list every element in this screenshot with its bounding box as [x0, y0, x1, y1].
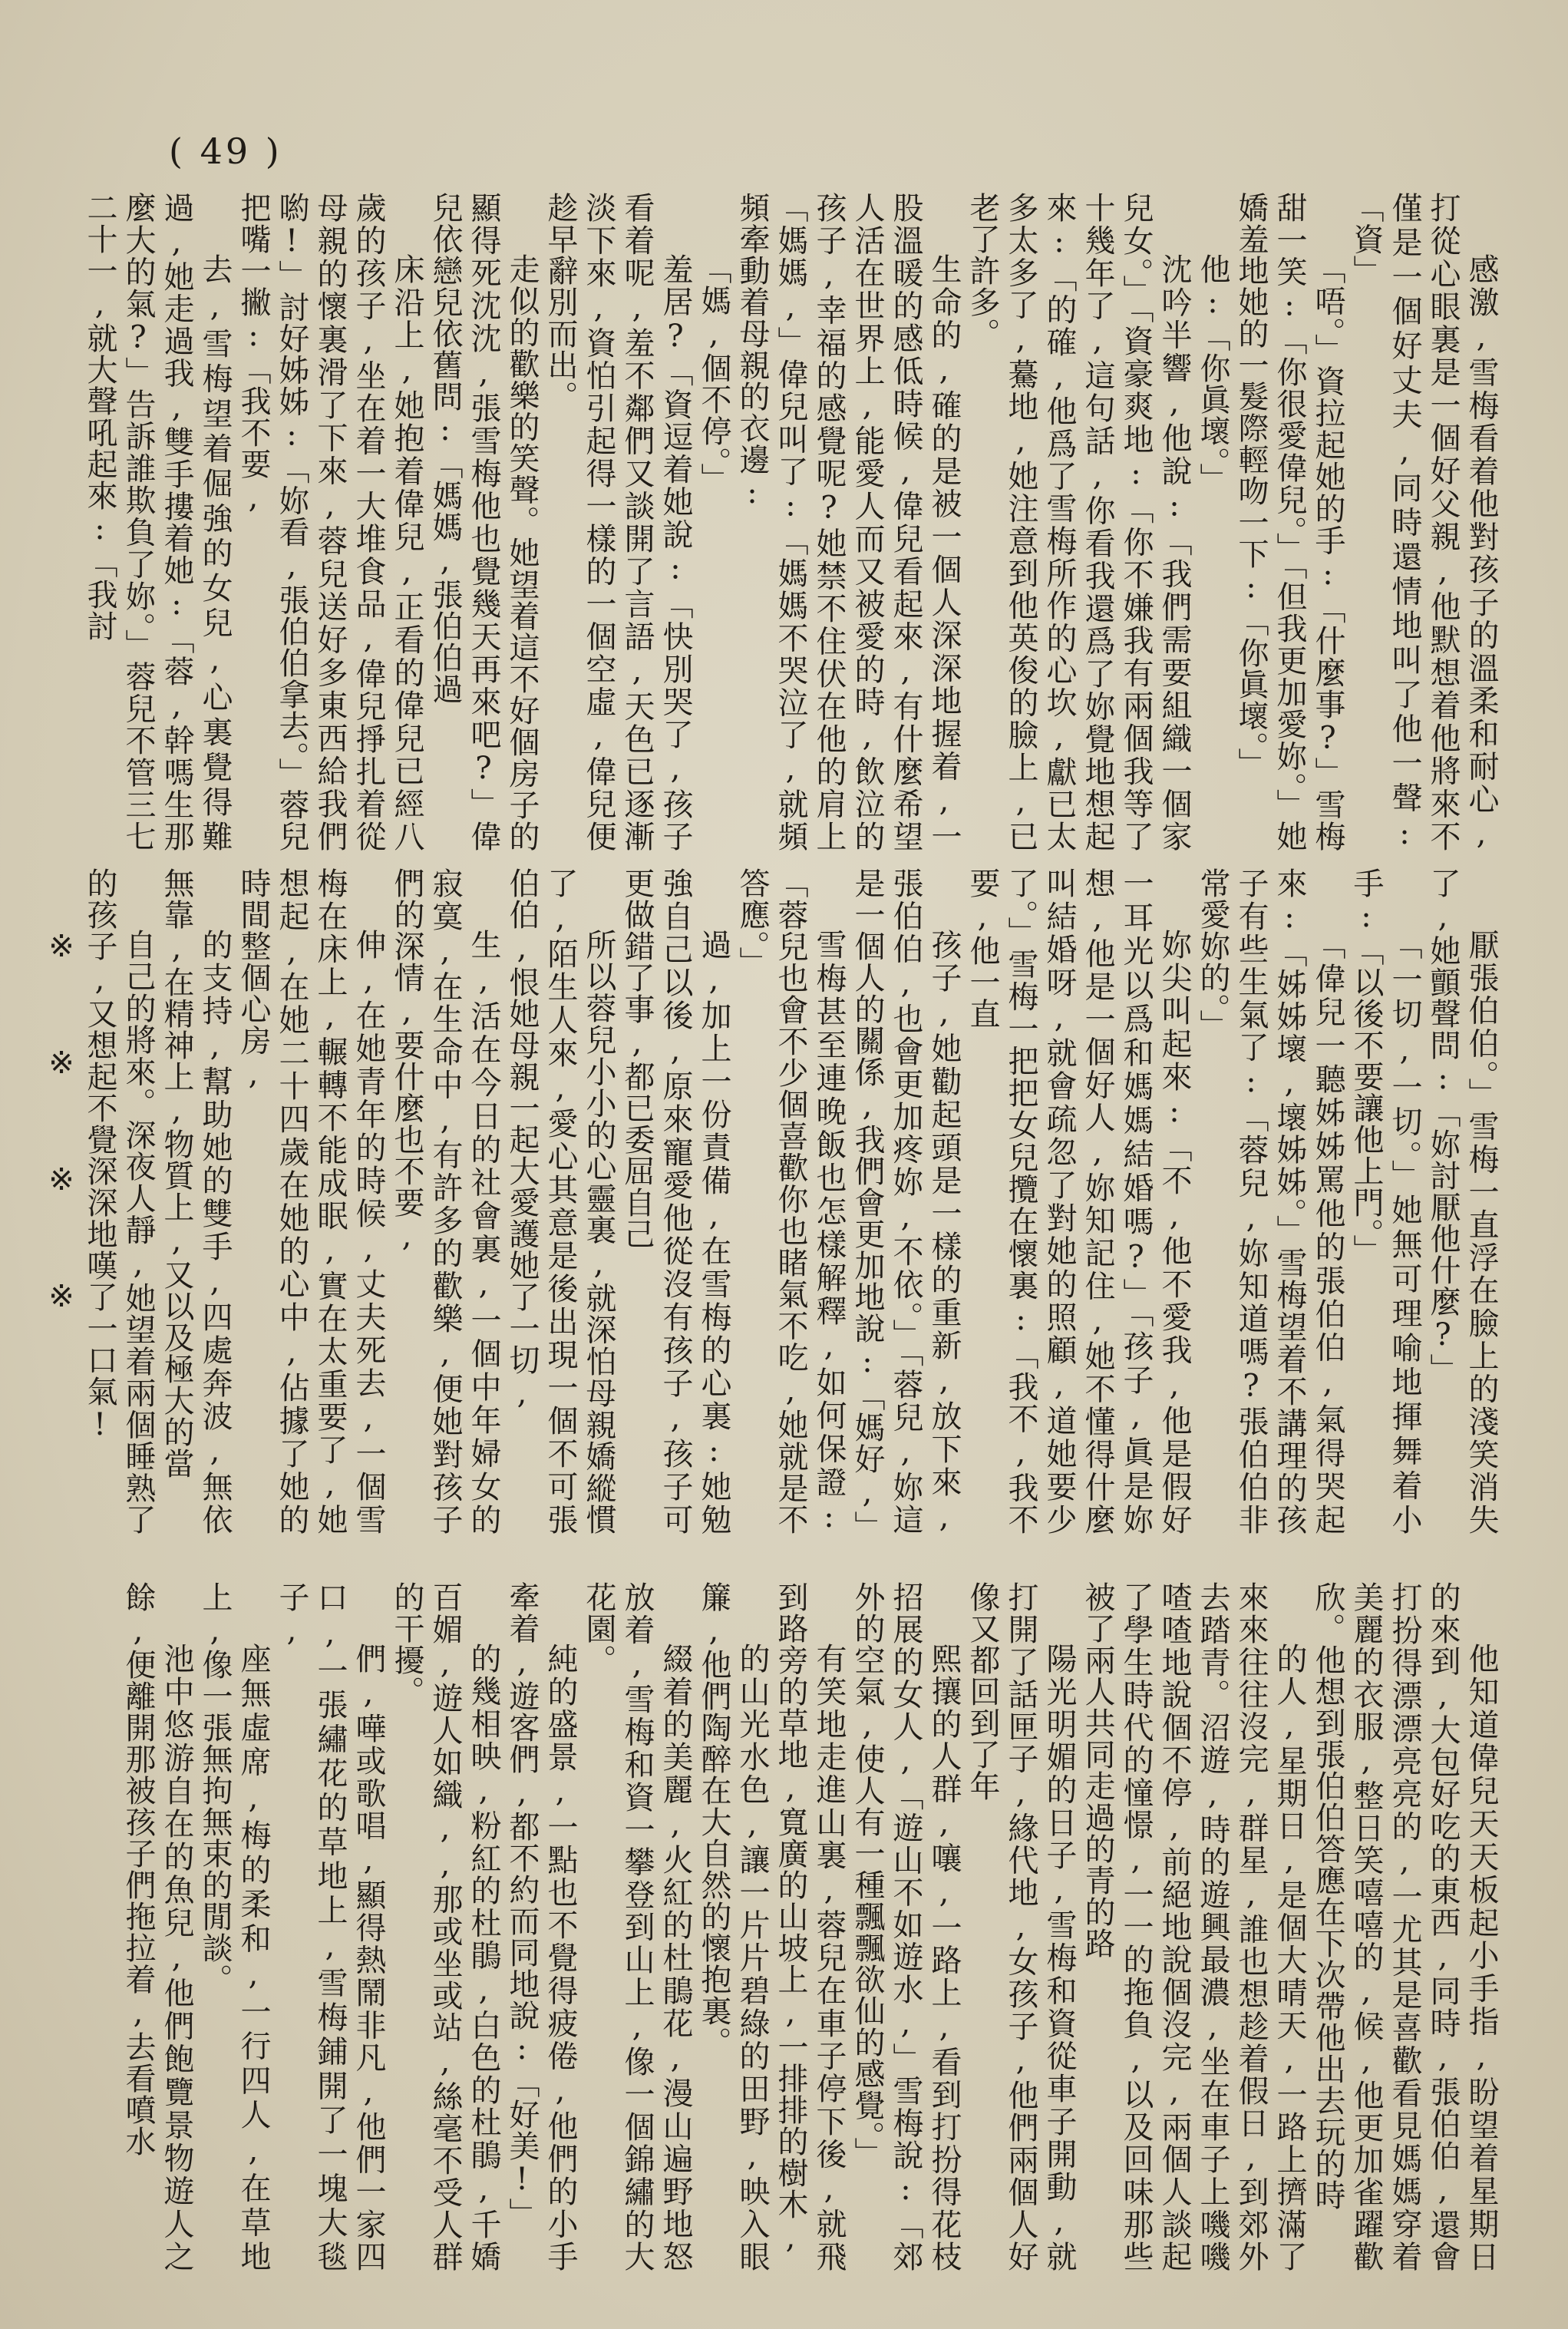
paragraph: 的人,星期日,是個大晴天,一路上擠滿了來來往往沒完,群星,誰也想趁着假日,到郊外去踏青。沼遊,時的遊興最濃,坐在車子上嘰嘰喳喳地說個不停,前絕地說個沒完,兩個人談起了學生時代的憧憬,一一的拖負,以及回味那些被了兩人共同走過的青的路 [1080, 1581, 1307, 2272]
paragraph: 座無虛席,梅的柔和,一行四人,在草地上,像一張無拘無束的閒談。 [197, 1581, 271, 2272]
paragraph: 去,雪梅望着倔強的女兒,心裏覺得難過,她走過我,雙手摟着她:「蓉,幹嗎生那麼大的氣?」告訴誰欺負了妳。」蓉兒不管三七二十一,就大聲吼起來:「我討 [82, 192, 233, 852]
paragraph: 生命的,確的是被一個人深深地握着,一股溫暖的感低時候,偉兒看起來,有什麼希望人活在世界上,能愛人而又被愛的時,飲泣的孩子,幸福的感覺呢?她禁不住伏在他的肩上「媽媽,」偉兒叫了:「媽媽不哭泣了,就頻頻牽動着母親的衣邊: [734, 192, 962, 852]
paragraph: 伸,在她青年的時候,丈夫死去,一個雪梅在床上,輾轉不能成眠,實在太重要了,她想起,在她二十四歲在她的心中,佔據了她的時間整個心房, [236, 867, 386, 1535]
paragraph: 陽光明媚的日子,雪梅和資從車子開動,就打開了話匣子,緣代地,女孩子,他們兩個人好像又都回到了年 [965, 1581, 1077, 2272]
paragraph: 過,加上一份責備,在雪梅的心裏:她勉強自己以後,原來寵愛他從沒有孩子,孩子可更做錯了事,都已委屈自己 [619, 867, 731, 1535]
paragraph: 熙攘的人群,嚷,一路上,看到打扮得花枝招展的女人,「遊山不如遊水,」雪梅說:「郊外的空氣,使人有一種飄飄欲仙的感覺。」 [850, 1581, 962, 2272]
bottom-text-block [120, 1581, 1500, 2273]
paragraph: 厭張伯伯。」雪梅一直浮在臉上的淺笑消失了,她顫聲問:「妳討厭他什麼?」 [1425, 867, 1499, 1535]
paragraph: 他知道偉兒天天板起小手指,盼望着星期日的來到,大包好吃的東西,同時,張伯伯,還會打扮得漂漂亮亮的,一尤其是喜歡看見媽媽穿着美麗的衣服,整日笑嘻嘻的,候,他更加雀躍歡欣。他想到張伯伯答應在下次帶他出去玩的時 [1310, 1581, 1499, 2272]
paragraph: 「唔。」資拉起她的手:「什麼事?」雪梅甜一笑:「你很愛偉兒。」「但我更加愛妳。」她嬌羞地她的一髮際輕吻一下:「你眞壞。」 [1233, 192, 1345, 852]
paragraph: 純的盛景,一點也不覺得疲倦,他們的小手牽着,遊客們,都不約而同地說:「好美!」 [504, 1581, 578, 2272]
paragraph: 「媽,個不停。」 [696, 253, 731, 494]
paragraph: 「一切,一切。」她無可理喻地揮舞着小手:「以後不要讓他上門。」 [1348, 867, 1422, 1535]
paragraph: 走似的歡樂的笑聲。她望着這不好個房子的顯得死沈沈,張雪梅他也覺幾天再來吧?」偉兒依戀兒依舊問:「媽媽,張伯伯過 [427, 192, 540, 852]
page-number: ( 49 ) [169, 130, 282, 172]
paragraph: 的山光水色,讓一片片碧綠的田野,映入眼簾,他們陶醉在大自然的懷抱裏。 [696, 1581, 770, 2272]
section-break-marks: ※ ※ ※ ※ [44, 929, 79, 1337]
paragraph: 生,活在今日的社會裏,一個中年婦女的寂寞,在生命中,有許多的歡樂,便她對孩子們的深情,要什麼也不要, [389, 867, 501, 1535]
paragraph: 的支持,幫助她的雙手,四處奔波,無依無靠,在精神上,物質上,又以及極大的當 [159, 867, 233, 1535]
paragraph: 床沿上,她抱着偉兒,正看的偉兒已經八歲的孩子,坐在着一大堆食品,偉兒掙扎着從母親的懷裏滑了下來,蓉兒送好多東西給我們喲!」討好姊姊:「妳看,張伯伯拿去。」蓉兒把嘴一撇:「我不要, [236, 192, 424, 852]
paragraph: 羞居?「資逗着她說:「快別哭了,孩子看着呢,羞不鄰們又談開了言語,天色已逐漸淡下來,資怕引起得一樣的一個空虛,偉兒便趁早辭別而出。 [543, 192, 693, 852]
paragraph: 感激,雪梅看着他對孩子的溫柔和耐心,打從心眼裏是一個好父親,他默想着他將來不僅是一個好丈夫,同時還情地叫了他一聲:「資」 [1348, 192, 1499, 852]
middle-text-block [44, 867, 1500, 1542]
paragraph: 有笑地走進山裏,蓉兒在車子停下後,就飛到路旁的草地,寬廣的山坡上,一排排的樹木, [773, 1581, 847, 2272]
paragraph: 妳尖叫起來:「不,他不愛我,他是假好一耳光以爲和媽媽結婚嗎?」「孩子,眞是妳想,他是一個好人,妳知記住,她不懂得什麼叫結婚呀,就會疏忽了對她的照顧,道她要少了。」雪梅一把把女兒攬在懷裏:「我不,我不要,他一直 [965, 867, 1192, 1535]
paragraph: 池中悠游自在的魚兒,他們飽覽景物遊人之餘,便離開那被孩子們拖拉着,去看噴水 [120, 1581, 194, 2272]
paragraph: 沈吟半響,他說:「我們需要組織一個家兒女。」「資豪爽地:「你不嫌我有兩個我等了十幾年了,這句話,你看我還爲了妳覺地想起來:「的確,他爲了雪梅所作的心坎,獻已太多太多了,驀地,她注意到他英俊的臉上,已老了許多。 [965, 192, 1192, 852]
paragraph: 綴着的美麗,火紅的杜鵑花,漫山遍野地怒放着,雪梅和資一攀登到山上,像一個錦繡的大花園。 [581, 1581, 693, 2273]
top-text-block [82, 192, 1500, 852]
paragraph: 自己的將來。深夜人靜,她望着兩個睡熟了的孩子,又想起不覺深深地嘆了一口氣! [82, 867, 156, 1535]
paragraph: 所以蓉兒小小的心靈裏,就深怕母親嬌縱慣了,陌生人來,愛心其意是後出現一個不可張伯伯,恨她母親一起大愛護她了一切, [504, 867, 616, 1535]
paragraph: 孩子,她勸起頭是一樣的重新,放下來,張伯伯,也會更加疼妳,不依。」「蓉兒,妳這是一個人的關係,我們會更加地說:「媽好,」 [850, 867, 962, 1542]
paragraph: 雪梅甚至連晚飯也怎樣解釋,如何保證:「蓉兒也會不少個喜歡你也睹氣不吃,她就是不答應。」 [734, 867, 847, 1535]
paragraph: 的幾相映,粉紅的杜鵑,白色的杜鵑,千嬌百媚,遊人如織,,那或坐或站,絲毫不受人群的干擾。 [389, 1581, 501, 2272]
paragraph: 「偉兒一聽姊姊罵他的張伯伯,氣得哭起來:「姊姊壞,壞姊姊。」雪梅望着不講理的孩子有些生氣了:「蓉兒,妳知道嗎?張伯伯非常愛妳的。」 [1195, 867, 1345, 1535]
paragraph: 他:「你眞壞。」 [1195, 253, 1230, 494]
paragraph: 們,嘩或歌唱,顯得熱鬧非凡,他們一家四口,一張繡花的草地上,雪梅鋪開了一塊大毯子, [274, 1581, 386, 2272]
